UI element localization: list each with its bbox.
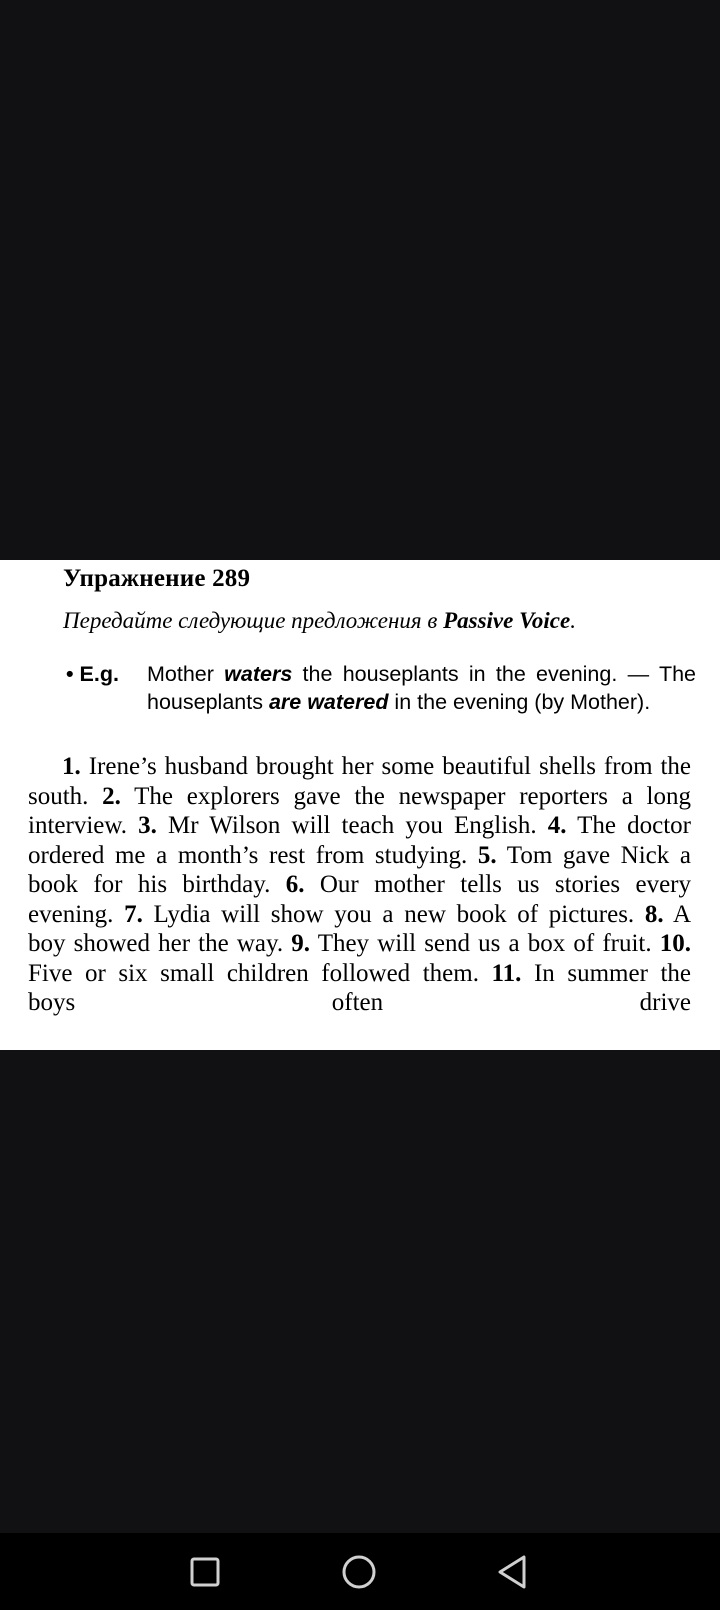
home-button[interactable]	[337, 1550, 381, 1594]
sentence-number: 1.	[62, 753, 81, 780]
example-part-1: Mother	[147, 662, 225, 686]
sentence-text: Lydia will show you a new book of pictures.	[142, 900, 645, 928]
triangle-back-icon	[495, 1554, 529, 1590]
sentence-text: A boy showed her the way.	[28, 900, 691, 957]
sentence-text: Five or six small children followed them.	[28, 959, 492, 987]
exercise-title: Упражнение 289	[63, 565, 251, 592]
instruction-bold: Passive Voice	[443, 608, 571, 633]
example-text	[147, 660, 696, 716]
sentence-text: The explorers gave the newspaper reporters a long interview.	[28, 782, 691, 839]
sentence-number: 2.	[102, 782, 121, 810]
example-emphasis-1: waters	[224, 662, 293, 686]
example-block	[66, 660, 696, 716]
instruction-text: Передайте следующие предложения в	[63, 608, 444, 633]
sentence-number: 3.	[138, 812, 157, 839]
sentence-number: 8.	[644, 900, 664, 928]
sentence-number: 6.	[285, 871, 305, 898]
sentence-text: In summer the boys often drive	[28, 959, 691, 1016]
sentence-text: They will send us a box of fruit.	[310, 930, 660, 957]
sentence-number: 7.	[124, 900, 143, 928]
example-emphasis-2: are watered	[268, 690, 389, 714]
square-icon	[188, 1555, 222, 1589]
circle-icon	[340, 1553, 378, 1591]
textbook-photo[interactable]	[0, 560, 720, 1050]
sentence-text: Our mother tells us stories every evening.	[28, 871, 692, 928]
sentence-text: The doctor ordered me a month’s rest from studying.	[28, 812, 691, 869]
back-button[interactable]	[490, 1550, 534, 1594]
sentence-number: 5.	[477, 841, 497, 869]
example-part-2: the houseplants in the evening. — The houseplants	[147, 662, 696, 714]
exercise-sentences	[28, 752, 691, 1018]
example-part-3: in the evening (by Mother).	[388, 690, 651, 714]
navigation-bar	[0, 1533, 720, 1610]
sentence-text: Mr Wilson will teach you English.	[156, 812, 548, 839]
instruction-suffix: .	[570, 608, 576, 633]
sentence-number: 9.	[291, 930, 311, 957]
exercise-instruction	[63, 608, 576, 634]
sentence-number: 11.	[491, 959, 522, 987]
sentence-text: Tom gave Nick a book for his birthday.	[28, 841, 691, 898]
sentence-number: 4.	[547, 812, 567, 839]
recents-button[interactable]	[183, 1550, 227, 1594]
sentence-text: Irene’s husband brought her some beautiful shells from the south.	[28, 753, 691, 810]
sentence-number: 10.	[659, 930, 691, 957]
example-bullet: • E.g.	[66, 662, 119, 686]
